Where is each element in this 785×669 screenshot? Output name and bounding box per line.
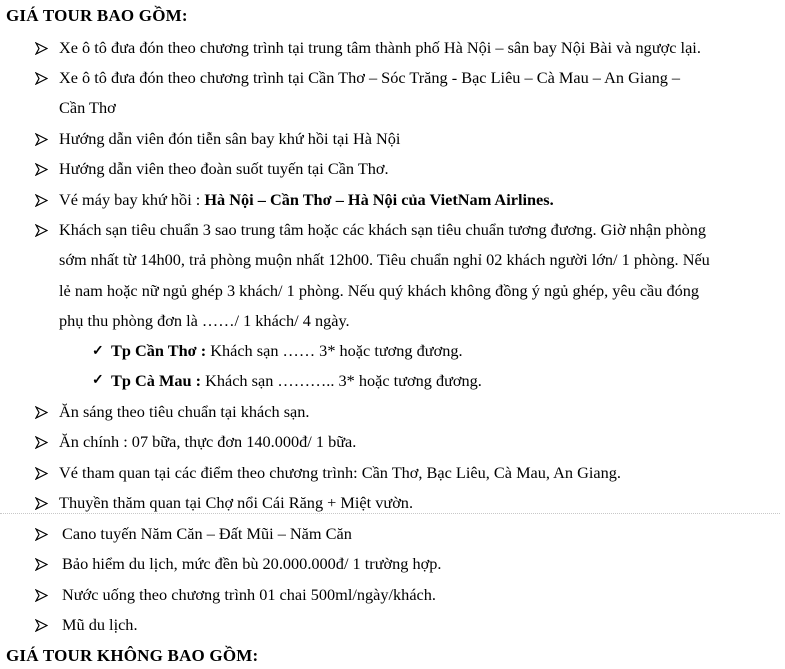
sub-item [111,341,463,361]
list-item: Ăn chính : 07 bữa, thực đơn 140.000đ/ 1 bữa. [59,432,357,451]
list-item: Hướng dẫn viên theo đoàn suốt tuyến tại Cần Thơ. [59,159,389,178]
arrow-bullet-icon [35,619,48,632]
flight-route: Hà Nội – Cần Thơ – Hà Nội của VietNam Airlines. [204,190,554,209]
list-item: Hướng dẫn viên đón tiễn sân bay khứ hồi tại Hà Nội [59,129,401,148]
sub-item-text: Khách sạn …… 3* hoặc tương đương. [206,341,463,360]
list-item: Xe ô tô đưa đón theo chương trình tại trung tâm thành phố Hà Nội – sân bay Nội Bài và ngược lại. [59,38,701,57]
arrow-bullet-icon [35,436,48,449]
included-heading: GIÁ TOUR BAO GỒM: [6,6,188,25]
sub-item [111,371,482,391]
sub-item-city: Tp Cần Thơ : [111,341,207,360]
list-item: Nước uống theo chương trình 01 chai 500ml/ngày/khách. [62,585,436,604]
list-item: Vé tham quan tại các điểm theo chương trình: Cần Thơ, Bạc Liêu, Cà Mau, An Giang. [59,463,621,482]
list-item: Mũ du lịch. [62,615,138,634]
arrow-bullet-icon [35,589,48,602]
list-item: Cano tuyến Năm Căn – Đất Mũi – Năm Căn [62,524,352,543]
arrow-bullet-icon [35,497,48,510]
list-item-cont: sớm nhất từ 14h00, trả phòng muộn nhất 12h00. Tiêu chuẩn nghỉ 02 khách người lớn/ 1 phòng. Nếu [59,250,710,269]
list-item: Thuyền thăm quan tại Chợ nổi Cái Răng + Miệt vườn. [59,493,414,512]
arrow-bullet-icon [35,467,48,480]
list-item: Bảo hiểm du lịch, mức đền bù 20.000.000đ/ 1 trường hợp. [62,554,442,573]
list-item-cont: lẻ nam hoặc nữ ngủ ghép 3 khách/ 1 phòng. Nếu quý khách không đồng ý ngủ ghép, yêu cầu đóng [59,281,700,300]
arrow-bullet-icon [35,558,48,571]
checkmark-icon: ✓ [92,344,104,359]
list-item: Ăn sáng theo tiêu chuẩn tại khách sạn. [59,402,310,421]
arrow-bullet-icon [35,194,48,207]
sub-item-text: Khách sạn ……….. 3* hoặc tương đương. [201,371,482,390]
list-item: Khách sạn tiêu chuẩn 3 sao trung tâm hoặc các khách sạn tiêu chuẩn tương đương. Giờ nhận phòng [59,220,707,239]
arrow-bullet-icon [35,133,48,146]
item-prefix: Vé máy bay khứ hồi : [59,190,205,209]
list-item: Xe ô tô đưa đón theo chương trình tại Cần Thơ – Sóc Trăng - Bạc Liêu – Cà Mau – An Giang – [59,68,681,87]
arrow-bullet-icon [35,72,48,85]
arrow-bullet-icon [35,163,48,176]
arrow-bullet-icon [35,224,48,237]
list-item-cont: phụ thu phòng đơn là ……/ 1 khách/ 4 ngày. [59,311,350,330]
arrow-bullet-icon [35,406,48,419]
excluded-heading: GIÁ TOUR KHÔNG BAO GỒM: [6,646,259,665]
divider [0,513,780,514]
checkmark-icon: ✓ [92,373,104,388]
sub-item-city: Tp Cà Mau : [111,371,202,390]
arrow-bullet-icon [35,42,48,55]
list-item-cont: Cần Thơ [59,98,116,117]
list-item [59,190,554,210]
arrow-bullet-icon [35,528,48,541]
